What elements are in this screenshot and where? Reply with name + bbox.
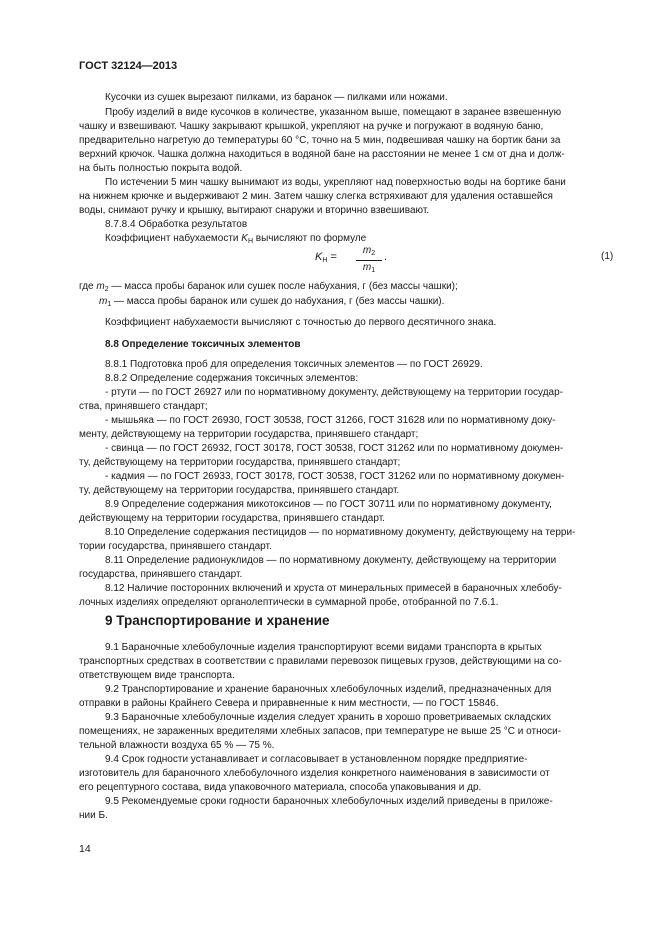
text-line: тории государства, принявшего стандарт. xyxy=(79,541,272,552)
where-symbol: m xyxy=(99,296,108,307)
document-header: ГОСТ 32124—2013 xyxy=(79,60,178,72)
formula-period: . xyxy=(384,251,388,263)
formula-lhs xyxy=(315,251,337,264)
formula-fraction xyxy=(355,244,383,277)
page-number: 14 xyxy=(79,843,91,855)
formula-lhs-symbol: K xyxy=(315,251,323,263)
text-line: государства, принявшего стандарт. xyxy=(79,569,243,580)
formula-lhs-sub: Н xyxy=(322,257,328,264)
text-line: 8.8.1 Подготовка проб для определения токсичных элементов — по ГОСТ 26929. xyxy=(105,359,483,370)
text-line: 9.3 Бараночные хлебобулочные изделия следует хранить в хорошо проветриваемых складских xyxy=(105,712,551,723)
text-line: менту, действующему на территории государства, принявшего стандарт; xyxy=(79,429,419,440)
text-line: - свинца — по ГОСТ 26932, ГОСТ 30178, ГОСТ 30538, ГОСТ 31262 или по нормативному докумен- xyxy=(105,443,564,454)
text-line: на быть полностью покрыта водой. xyxy=(79,163,243,174)
text-line: - мышьяка — по ГОСТ 26930, ГОСТ 30538, ГОСТ 31266, ГОСТ 31628 или по нормативному доку- xyxy=(105,415,556,426)
text-line: лочных изделиях определяют органолептически в суммарной пробе, отобранной по 7.6.1. xyxy=(79,597,499,608)
numerator-symbol: m xyxy=(362,245,372,256)
text-line: 9.4 Срок годности устанавливает и согласовывает в установленном порядке предприятие- xyxy=(105,754,528,765)
where-label: где xyxy=(79,281,94,292)
text-line: 8.12 Наличие посторонних включений и хруста от минеральных примесей в бараночных хлебобу- xyxy=(105,583,562,594)
where-line-2 xyxy=(99,295,444,312)
text-line: ответствующем виде транспорта. xyxy=(79,670,235,681)
text-line: помещениях, не зараженных вредителями хлебных запасов, при температуре не выше 25 °С и относи- xyxy=(79,726,562,737)
subsection-heading: 8.7.8.4 Обработка результатов xyxy=(105,219,248,230)
text-line: Коэффициент набухаемости вычисляют с точностью до первого десятичного знака. xyxy=(105,317,497,328)
text-line: Пробу изделий в виде кусочков в количестве, указанном выше, помещают в заранее взвешенную xyxy=(105,107,562,118)
text-line: транспортных средствах в соответствии с правилами перевозок пищевых грузов, действующими на со- xyxy=(79,656,562,667)
where-description: — масса пробы баранок или сушек после набухания, г (без массы чашки); xyxy=(111,281,458,292)
text-line xyxy=(105,232,366,249)
denominator-sub: 1 xyxy=(371,267,376,274)
text-line: 8.11 Определение радионуклидов — по нормативному документу, действующему на территории xyxy=(105,555,557,566)
text-line: действующему на территории государства, принявшего стандарт. xyxy=(79,513,385,524)
text-line: 9.1 Бараночные хлебобулочные изделия транспортируют всеми видами транспорта в крытых xyxy=(105,642,542,653)
text-line: изготовитель для бараночного хлебобулочного изделия конкретного наименования в зависимости от xyxy=(79,768,550,779)
where-symbol-sub: 1 xyxy=(107,301,112,308)
section-heading-8-8: 8.8 Определение токсичных элементов xyxy=(105,339,301,350)
formula-symbol: K xyxy=(241,233,248,244)
text-line: нии Б. xyxy=(79,810,108,821)
where-symbol: m xyxy=(96,281,105,292)
text-line: чашку и взвешивают. Чашку закрывают крышкой, укрепляют на ручке и погружают в водяную баню, xyxy=(79,121,544,132)
text-line: 8.10 Определение содержания пестицидов — по нормативному документу, действующему на терри- xyxy=(105,527,576,538)
text-line: 9.5 Рекомендуемые сроки годности бараночных хлебобулочных изделий приведены в приложе- xyxy=(105,796,553,807)
formula-number: (1) xyxy=(601,251,614,262)
denominator-symbol: m xyxy=(362,262,372,273)
formula-symbol-sub: Н xyxy=(247,238,254,245)
text-line: отправки в районы Крайнего Севера и приравненные к ним местности, — по ГОСТ 15846. xyxy=(79,698,499,709)
text-fragment: вычисляют по формуле xyxy=(253,233,367,244)
text-line: По истечении 5 мин чашку вынимают из воды, укрепляют над поверхностью воды на бортике бани xyxy=(105,177,566,188)
text-line: 8.8.2 Определение содержания токсичных элементов: xyxy=(105,373,359,384)
where-symbol-sub: 2 xyxy=(104,286,109,293)
formula-denominator xyxy=(355,261,383,277)
text-line: верхний крючок. Чашка должна находиться в водяной бане на расстоянии не менее 1 см от дна и долж- xyxy=(79,149,565,160)
formula-numerator xyxy=(355,244,383,260)
text-line: тельной влажности воздуха 65 % — 75 %. xyxy=(79,740,275,751)
text-line: 9.2 Транспортирование и хранение бараночных хлебобулочных изделий, предназначенных для xyxy=(105,684,552,695)
text-line: - ртути — по ГОСТ 26927 или по нормативному документу, действующему на территории государ- xyxy=(105,387,564,398)
text-line: предварительно нагретую до температуры 60 °С, точно на 5 мин, подвешивая чашку на бортик бани за xyxy=(79,135,561,146)
text-line: Кусочки из сушек вырезают пилками, из баранок — пилками или ножами. xyxy=(105,92,448,103)
text-line: - кадмия — по ГОСТ 26933, ГОСТ 30178, ГОСТ 30538, ГОСТ 31262 или по нормативному докумен- xyxy=(105,471,565,482)
text-fragment: Коэффициент набухаемости xyxy=(105,233,242,244)
text-line: ства, принявшего стандарт; xyxy=(79,401,208,412)
text-line: ту, действующему на территории государства, принявшего стандарт; xyxy=(79,457,401,468)
text-line: ту, действующему на территории государства, принявшего стандарт. xyxy=(79,485,400,496)
text-line: 8.9 Определение содержания микотоксинов — по ГОСТ 30711 или по нормативному документу, xyxy=(105,499,552,510)
text-line: воды, снимают ручку и крышку, вытирают снаружи и вторично взвешивают. xyxy=(79,205,430,216)
numerator-sub: 2 xyxy=(371,250,376,257)
section-heading-9: 9 Транспортирование и хранение xyxy=(105,613,330,628)
formula-equals: = xyxy=(330,251,337,263)
where-description: — масса пробы баранок или сушек до набухания, г (без массы чашки). xyxy=(114,296,445,307)
text-line: его рецептурного состава, вида упаковочного материала, способа упаковывания и др. xyxy=(79,782,482,793)
text-line: на нижнем крючке и выдерживают 2 мин. Затем чашку слегка встряхивают для удаления оставшейся xyxy=(79,191,553,202)
